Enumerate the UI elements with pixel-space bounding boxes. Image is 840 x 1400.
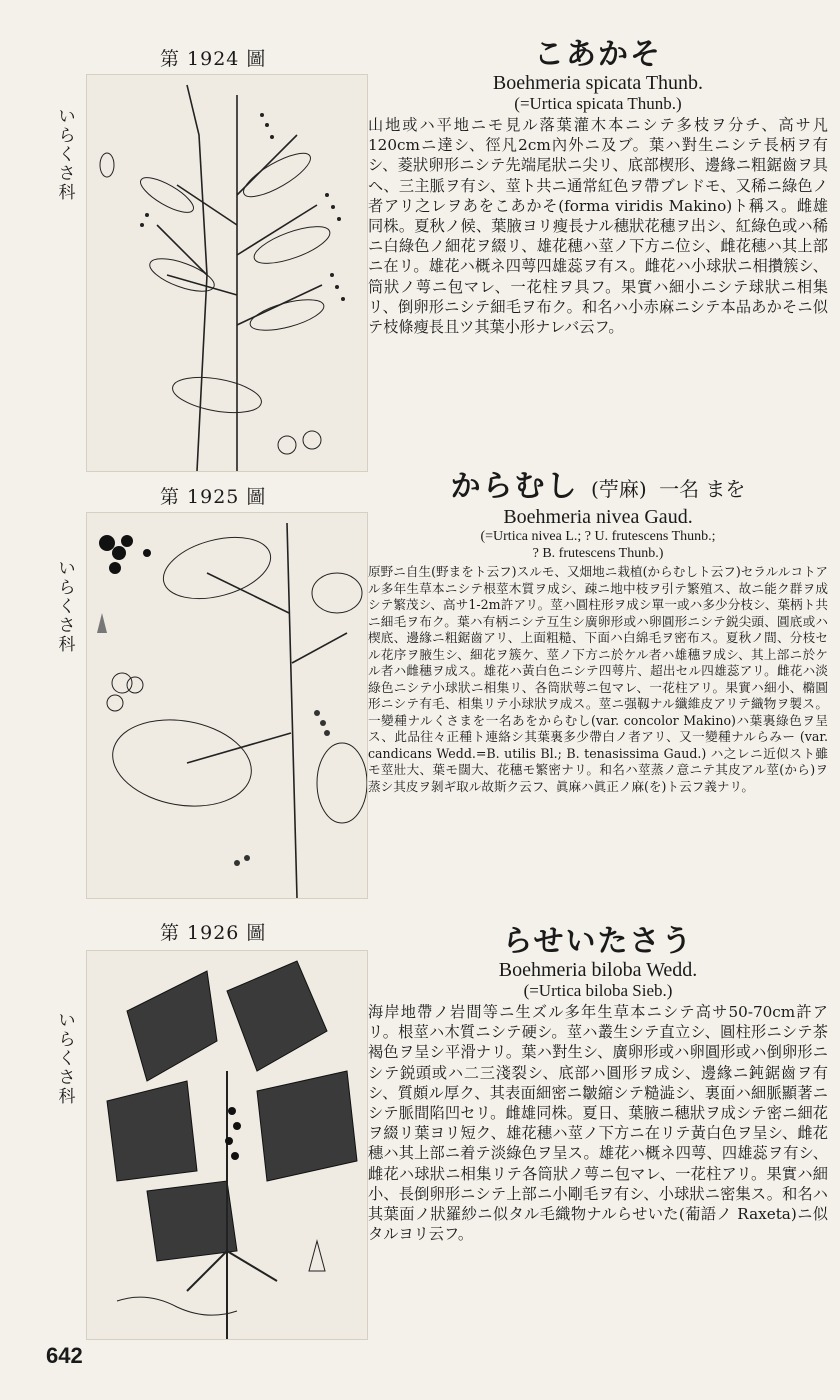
plant-drawing-biloba — [87, 951, 367, 1339]
latin-name: Boehmeria nivea Gaud. — [503, 506, 693, 528]
description-text: 原野ニ自生(野まをト云フ)スルモ、又畑地ニ栽植(からむしト云フ)セラルルコトアル多年生草本ニシテ根莖木質ヲ成シ、疎ニ地中枝ヲ引テ繁殖ス、故ニ能ク群ヲ成シテ繁茂シ、高サ1-2m許アリ。莖ハ圓柱形ヲ成シ單一或ハ多少分枝シ、葉柄ト共ニ細毛ヲ布ク。葉ハ有柄ニシテ互生シ廣卵形或ハ卵圓形ニシテ鋭尖頭、圓底或ハ楔底、邊緣ニ粗鋸齒アリ、上面粗糙、下面ハ白綿毛ヲ密布ス。夏秋ノ間、分枝セル花序ヲ腋生シ、細花ヲ簇ケ、莖ノ下方ニ於ケル者ハ雄穗ヲ成シ、其上部ニ於ケル者ハ雌穗ヲ成ス。雄花ハ黃白色ニシテ四萼片、超出セル四雄蕊アリ。雌花ハ淡綠色ニシテ小球狀ニ相集リ、各筒狀萼ニ包マレ、一花柱アリ。果實ハ細小、橢圓形ニシテ有毛、相集リテ小球狀ヲ成ス。莖ニ强靱ナル纖維皮アリテ織物ヲ製ス。一變種ナルくさまを一名あをからむし(var. concolor Makino)ハ葉裏綠色ヲ呈ス、此品往々正種ト連絡シ其葉裏多少帶白ノ者アリ、又一變種ナルらみー (var. candicans Wedd.=B. utilis Bl.; B. tenasissima Gaud.) ハ之レニ近似スト雖モ莖壯大、葉モ闊大、花穗モ繁密ナリ。和名ハ莖蒸ノ意ニテ其皮アル莖(から)ヲ蒸シ其皮ヲ剝ギ取ル故斯ク云フ、眞麻ハ眞正ノ麻(を)ト云フ義ナリ。 — [368, 564, 828, 794]
description-text: 山地或ハ平地ニモ見ル落葉灌木本ニシテ多枝ヲ分チ、高サ凡120cmニ達シ、徑凡2cm內外ニ及ブ。葉ハ對生ニシテ長柄ヲ有シ、菱狀卵形ニシテ先端尾狀ニ尖リ、底部楔形、邊緣ニ粗鋸齒ヲ具ヘ、三主脈ヲ有シ、莖ト共ニ通常紅色ヲ帶ブレドモ、又稀ニ綠色ノ者アリ之レヲあをこあかそ(forma viridis Makino)ト稱ス。雌雄同株。夏秋ノ候、葉腋ヨリ瘦長ナル穗狀花穗ヲ出シ、紅綠色或ハ稀ニ白綠色ノ細花ヲ綴リ、雄花穗ハ莖ノ下方ニ位シ、雌花穗ハ其上部ニ在リ。雄花ハ概ネ四萼四雄蕊ヲ有ス。雌花ハ小球狀ニ相攢簇シ、筒狀ノ萼ニ包マレ、一花柱ヲ具フ。果實ハ細小ニシテ球狀ニ相集リ、倒卵形ニシテ細毛ヲ布ク。和名ハ小赤麻ニシテ本品あかそニ似テ枝條瘦長且ツ其葉小形ナレバ云フ。 — [368, 116, 828, 337]
japanese-name: らせいたさう — [502, 924, 694, 959]
plant-drawing-spicata — [87, 75, 367, 471]
figure-number-1925: 第 1925 圖 — [160, 486, 267, 508]
latin-name: Boehmeria biloba Wedd. — [498, 959, 698, 981]
entry-1925 — [368, 470, 828, 795]
illustration-1926 — [86, 950, 368, 1340]
synonym-line: (=Urtica biloba Sieb.) — [523, 981, 673, 1000]
entry-1926 — [368, 925, 828, 1244]
figure-number-1926: 第 1926 圖 — [160, 922, 267, 944]
synonym-line: (=Urtica spicata Thunb.) — [514, 94, 682, 113]
description-text: 海岸地帶ノ岩間等ニ生ズル多年生草本ニシテ高サ50-70cm許アリ。根莖ハ木質ニシテ硬シ。莖ハ叢生シテ直立シ、圓柱形ニシテ茶褐色ヲ呈シ平滑ナリ。葉ハ對生シ、廣卵形或ハ卵圓形或ハ倒卵形ニシテ鋭頭或ハ二三淺裂シ、底部ハ圓形ヲ成シ、邊緣ニ鈍鋸齒ヲ有シ、質頗ル厚ク、其表面細密ニ皺縮シテ糙澁シ、裏面ハ細脈顯著ニシテ脈間陷凹セリ。雌雄同株。夏日、葉腋ニ穗狀ヲ成シテ密ニ細花ヲ綴リ葉ヨリ短ク、雄花穗ハ莖ノ下方ニ在リテ黃白色ヲ呈シ、雌花穗ハ其上部ニ着テ淡綠色ヲ呈ス。雄花ハ概ネ四萼、四雄蕊ヲ有シ、雌花ハ球狀ニ相集リテ各筒狀ノ萼ニ包マレ、一花柱アリ。果實ハ細小、長倒卵形ニシテ上部ニ小剛毛ヲ有シ、小球狀ニ密集ス。和名ハ其葉面ノ狀羅紗ニ似タル毛織物ナルらせいた(葡語ノ Raxeta)ニ似タルヨリ云フ。 — [368, 1003, 828, 1244]
jp-name-kanji: (苧麻) — [591, 477, 647, 501]
jp-name-main: からむし — [450, 469, 579, 504]
illustration-1925 — [86, 512, 368, 899]
illustration-1924 — [86, 74, 368, 472]
entry-1924 — [368, 38, 828, 337]
japanese-name — [368, 470, 828, 506]
synonym-line-1: (=Urtica nivea L.; ? U. frutescens Thunb.; — [480, 529, 716, 544]
family-label-1926: いらくさ科 — [58, 1011, 76, 1107]
jp-alt-name: 一名 まを — [659, 477, 746, 501]
plant-drawing-nivea — [87, 513, 367, 898]
page-number: 642 — [46, 1343, 83, 1368]
family-label-1925: いらくさ科 — [58, 559, 76, 655]
japanese-name: こあかそ — [534, 37, 662, 72]
synonym-line-2: ? B. frutescens Thunb.) — [532, 546, 664, 561]
latin-name: Boehmeria spicata Thunb. — [492, 72, 704, 94]
figure-number-1924: 第 1924 圖 — [160, 48, 267, 70]
family-label-1924: いらくさ科 — [58, 107, 76, 203]
